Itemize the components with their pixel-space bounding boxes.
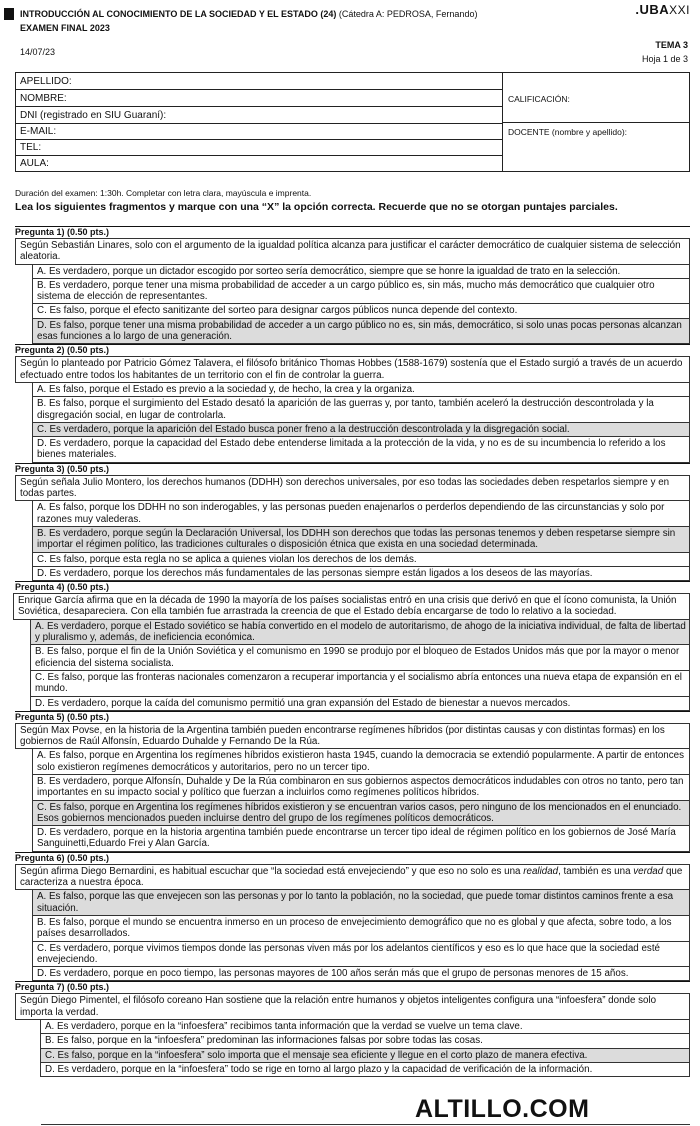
question-label: Pregunta 2) (0.50 pts.) <box>15 344 690 356</box>
question-6 <box>15 852 690 982</box>
instructions: Lea los siguientes fragmentos y marque con una “X” la opción correcta. Recuerde que no se otorgan puntajes parciales. <box>15 201 618 213</box>
dni-field[interactable]: DNI (registrado en SIU Guaraní): <box>16 107 502 124</box>
tema-label: TEMA 3 <box>655 40 688 50</box>
option-c[interactable]: C. Es falso, porque las fronteras nacionales comenzaron a recuperar importancia y el socialismo abría entonces una nueva etapa de expansión en el mundo. <box>30 671 690 697</box>
option-b[interactable]: B. Es falso, porque el fin de la Unión Soviética y el comunismo en 1990 se produjo por el bloqueo de Estados Unidos más que por la mayor o menor eficiencia del sistema socialista. <box>30 645 690 671</box>
option-c[interactable]: C. Es falso, porque esta regla no se aplica a quienes violan los derechos de los demás. <box>32 553 690 567</box>
question-stem: Según Diego Pimentel, el filósofo coreano Han sostiene que la relación entre humanos y objetos inteligentes configura una “infoesfera” donde solo importa la verdad. <box>15 993 690 1020</box>
question-label: Pregunta 3) (0.50 pts.) <box>15 463 690 475</box>
option-b[interactable]: B. Es falso, porque en la “infoesfera” predominan las informaciones falsas por sobre todas las cosas. <box>40 1034 690 1048</box>
option-d[interactable]: D. Es verdadero, porque en poco tiempo, las personas mayores de 100 años serán más que el grupo de personas menores de 15 años. <box>32 967 690 981</box>
header-mark <box>4 8 14 20</box>
question-3 <box>15 463 690 581</box>
question-label: Pregunta 5) (0.50 pts.) <box>15 711 690 723</box>
exam-name: EXAMEN FINAL 2023 <box>20 23 110 33</box>
uba-logo: .UBAXXI <box>635 2 690 17</box>
bottom-rule <box>41 1124 690 1125</box>
question-stem: Según lo planteado por Patricio Gómez Talavera, el filósofo británico Thomas Hobbes (1588-1679) sostenía que el Estado surgió a través de un acuerdo efectuado entre todos los habitantes de un territorio con el fin de controlar la guerra. <box>15 356 690 383</box>
watermark: ALTILLO.COM <box>415 1095 590 1123</box>
option-b[interactable]: B. Es falso, porque el mundo se encuentra inmerso en un proceso de envejecimiento demográfico que no es global y que afecta, sobre todo, a los países desarrollados. <box>32 916 690 942</box>
option-b[interactable]: B. Es falso, porque el surgimiento del Estado desató la aparición de las guerras y, por tanto, también aceleró la destrucción descontrolada y la disgregación social, en lugar de controlarla. <box>32 397 690 423</box>
option-a[interactable]: A. Es falso, porque los DDHH no son inderogables, y las personas pueden enajenarlos o perderlos dependiendo de las circunstancias y solo por razones muy valederas. <box>32 501 690 527</box>
questions-list <box>15 226 690 1077</box>
question-5 <box>15 711 690 852</box>
question-stem: Según señala Julio Montero, los derechos humanos (DDHH) son derechos universales, por eso todas las sociedades deben respetarlos siempre y en todas partes. <box>15 475 690 502</box>
email-field[interactable]: E-MAIL: <box>16 124 502 140</box>
option-d[interactable]: D. Es verdadero, porque en la “infoesfera” todo se rige en torno al largo plazo y la capacidad de verificación de la información. <box>40 1063 690 1077</box>
aula-field[interactable]: AULA: <box>20 158 49 169</box>
option-d[interactable]: D. Es falso, porque tener una misma probabilidad de acceder a un cargo público no es, sin más, democrático, si solo unas pocas personas alcanzan esas funciones a lo largo de una generación. <box>32 319 690 345</box>
student-info-table <box>15 72 690 172</box>
option-b[interactable]: B. Es verdadero, porque Alfonsín, Duhalde y De la Rúa combinaron en sus gobiernos aspectos democráticos indudables con otros no tanto, pero tan importantes en su impacto social y político que fuerzan a incluirlos como regímenes políticos híbridos. <box>32 775 690 801</box>
calificacion-field: CALIFICACIÓN: <box>503 73 689 123</box>
question-stem: Enrique García afirma que en la década de 1990 la mayoría de los países socialistas entró en una crisis que derivó en que el ícono comunista, la Unión Soviética, desapareciera. Con ella también fue arrastrada la creencia de que el Estado debía encargarse de todo lo relativo a la sociedad. <box>13 593 690 620</box>
question-4 <box>15 581 690 711</box>
page-count: Hoja 1 de 3 <box>641 54 688 64</box>
question-label: Pregunta 1) (0.50 pts.) <box>15 226 690 238</box>
option-c[interactable]: C. Es verdadero, porque la aparición del Estado busca poner freno a la destrucción descontrolada y la disgregación social. <box>32 423 690 437</box>
option-a[interactable]: A. Es falso, porque en Argentina los regímenes híbridos existieron hasta 1945, cuando la democracia se extendió popularmente. A partir de entonces solo existieron regímenes democráticos y autoritarios, pero no un tercer tipo. <box>32 749 690 775</box>
option-b[interactable]: B. Es verdadero, porque tener una misma probabilidad de acceder a un cargo público es, sin más, mucho más democrático que cualquier otro sistema de elección de representantes. <box>32 279 690 305</box>
question-1 <box>15 226 690 344</box>
option-d[interactable]: D. Es verdadero, porque la capacidad del Estado debe entenderse limitada a la protección de la vida, y no es de su incumbencia lo referido a los bienes materiales. <box>32 437 690 463</box>
duration-note: Duración del examen: 1:30h. Completar con letra clara, mayúscula e imprenta. <box>15 188 312 198</box>
exam-date: 14/07/23 <box>20 47 56 57</box>
option-a[interactable]: A. Es falso, porque el Estado es previo a la sociedad y, de hecho, la crea y la organiza. <box>32 383 690 397</box>
option-b[interactable]: B. Es verdadero, porque según la Declaración Universal, los DDHH son derechos que todas las personas tenemos y deben respetarse siempre sin importar el régimen político, las tradiciones culturales o disposición étnica que exista en una sociedad determinada. <box>32 527 690 553</box>
question-2 <box>15 344 690 462</box>
option-a[interactable]: A. Es falso, porque las que envejecen son las personas y por lo tanto la población, no la sociedad, que puede tomar distintos caminos frente a esa situación. <box>32 890 690 916</box>
apellido-field[interactable]: APELLIDO: <box>16 73 502 90</box>
option-d[interactable]: D. Es verdadero, porque la caída del comunismo permitió una gran expansión del Estado de bienestar a nuevos mercados. <box>30 697 690 711</box>
student-fields <box>16 73 503 171</box>
option-c[interactable]: C. Es falso, porque el efecto sanitizante del sorteo para designar cargos públicos nunca depende del contexto. <box>32 304 690 318</box>
nombre-field[interactable]: NOMBRE: <box>16 90 502 107</box>
question-stem: Según Sebastián Linares, solo con el argumento de la igualdad política alcanza para justificar el carácter democrático de cualquier sistema de selección aleatoria. <box>15 238 690 265</box>
question-stem: Según afirma Diego Bernardini, es habitual escuchar que “la sociedad está envejeciendo” y que eso no solo es una realidad, también es una verdad que caracteriza a nuestra época. <box>15 864 690 891</box>
option-a[interactable]: A. Es verdadero, porque el Estado soviético se había convertido en el modelo de autoritarismo, de ahogo de la iniciativa individual, de falta de libertad y pluralismo y, además, de ineficiencia económica. <box>30 620 690 646</box>
tel-field[interactable]: TEL: <box>16 140 502 156</box>
option-c[interactable]: C. Es falso, porque en la “infoesfera” solo importa que el mensaje sea eficiente y llegue en el corto plazo de manera efectiva. <box>40 1049 690 1063</box>
option-d[interactable]: D. Es verdadero, porque los derechos más fundamentales de las personas siempre están ligados a los deseos de las mayorías. <box>32 567 690 581</box>
option-d[interactable]: D. Es verdadero, porque en la historia argentina también puede encontrarse un tercer tipo ideal de régimen político en los gobiernos de José María Sanguinetti,Eduardo Frei y Alan García. <box>32 826 690 852</box>
question-7 <box>15 981 690 1077</box>
course-title: INTRODUCCIÓN AL CONOCIMIENTO DE LA SOCIEDAD Y EL ESTADO (24) (Cátedra A: PEDROSA, Fernando) <box>20 9 478 19</box>
question-label: Pregunta 4) (0.50 pts.) <box>15 581 690 593</box>
course-chair: (Cátedra A: PEDROSA, Fernando) <box>338 9 478 19</box>
option-a[interactable]: A. Es verdadero, porque un dictador escogido por sorteo sería democrático, siempre que se honre la igualdad de trato en la selección. <box>32 265 690 279</box>
docente-field[interactable]: DOCENTE (nombre y apellido): <box>508 127 628 137</box>
option-c[interactable]: C. Es verdadero, porque vivimos tiempos donde las personas viven más por los adelantos científicos y eso es lo que hace que la sociedad esté envejeciendo. <box>32 942 690 968</box>
option-a[interactable]: A. Es verdadero, porque en la “infoesfera” recibimos tanta información que la verdad se vuelve un tema clave. <box>40 1020 690 1034</box>
question-label: Pregunta 6) (0.50 pts.) <box>15 852 690 864</box>
option-c[interactable]: C. Es falso, porque en Argentina los regímenes híbridos existieron y se encuentran varios casos, pero ninguno de los mencionados en el enunciado. Esos gobiernos mencionados pueden incluirse dentro del grupo de los regímenes políticos democráticos. <box>32 801 690 827</box>
question-stem: Según Max Povse, en la historia de la Argentina también pueden encontrarse regímenes híbridos (por distintas causas y con distintas formas) en los gobiernos de Raúl Alfonsín, Eduardo Duhalde y Fernando De la Rúa. <box>15 723 690 750</box>
question-label: Pregunta 7) (0.50 pts.) <box>15 981 690 993</box>
